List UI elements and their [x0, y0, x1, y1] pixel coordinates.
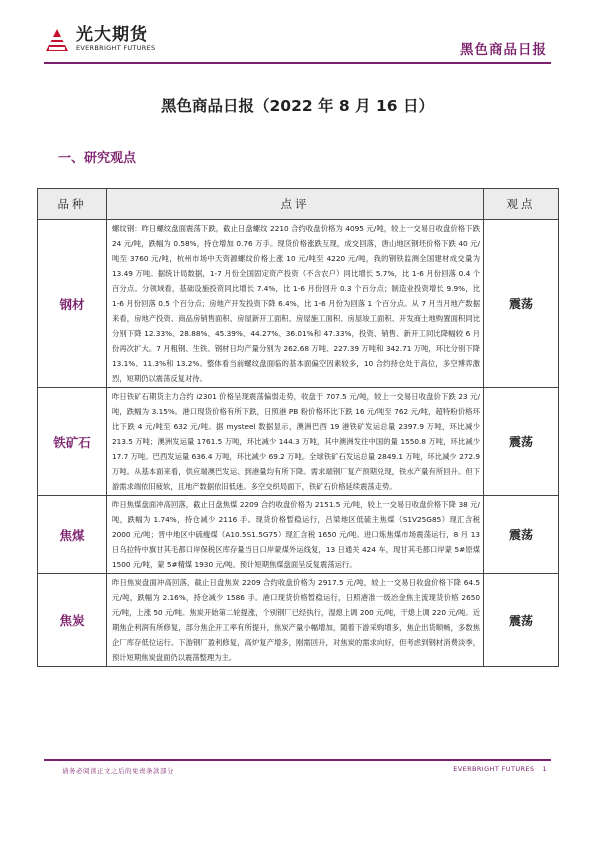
- disclaimer-note: 请务必阅读正文之后的免责条款部分: [62, 767, 174, 775]
- logo-chinese-name: 光大期货: [76, 25, 148, 45]
- table-header-row: [38, 189, 559, 220]
- table-row-steel: [38, 220, 559, 388]
- header-divider: [44, 62, 551, 64]
- table-row-iron-ore: [38, 388, 559, 496]
- footer-brand: [445, 765, 547, 773]
- document-title: 黑色商品日报（2022 年 8 月 16 日）: [161, 97, 434, 115]
- section-heading: 一、研究观点: [58, 151, 137, 166]
- header-comment: 点评: [107, 189, 484, 220]
- logo-english-name: EVERBRIGHT FUTURES: [76, 44, 156, 52]
- comment-cell: 螺纹钢：昨日螺纹盘面震荡下跌，截止日盘螺纹 2210 合约收盘价格为 4095 元/吨，较上一交易日收盘价格下跌 24 元/吨，跌幅为 0.58%，持仓增加 0.76 万手。现货价格涨跌互现，成交回落，唐山地区钢坯价格下跌 40 元/吨至 3760 元/吨，杭州市场中天资源螺纹价格上涨 10 元/吨至 4220 元/吨，我的钢铁监测全国建材成交量为 13.49 万吨。据统计局数据，1-7 月份全国固定资产投资（不含农户）同比增长 5.7%，比 1-6 月份回落 0.4 个百分点。分领域看，基础设施投资同比增长 7.4%，比 1-6 月份回升 0.3 个百分点；制造业投资增长 9.9%，比 1-6 月份回落 0.5 个百分点；房地产开发投资下降 6.4%，比 1-6 月份为回落 1 个百分点。从 7 月当月地产数据来看，房地产投资、商品房销售面积、房屋新开工面积、房屋施工面积、房屋竣工面积、开发商土地购置面积同比分别下降 12.33%、28.88%、45.39%、44.27%、36.01%和 47.33%，投资、销售、新开工同比降幅较 6 月份再次扩大。7 月粗钢、生铁、钢材日均产量分别为 262.68 万吨、227.39 万吨和 342.71 万吨，环比分别下降 13.1%、11.3%和 13.2%。整体看当前螺纹盘面临的基本面偏空因素较多，10 合约持仓处于高位，多空博弈激烈，短期仍以震荡反复对待。: [107, 220, 484, 388]
- footer-divider: [44, 759, 551, 761]
- variety-cell: 钢材: [38, 220, 107, 388]
- header-view: 观点: [484, 189, 559, 220]
- company-logo: [44, 26, 155, 53]
- comment-cell: 昨日焦煤盘面冲高回落，截止日盘焦煤 2209 合约收盘价格为 2151.5 元/吨，较上一交易日收盘价格下降 38 元/吨，跌幅为 1.74%，持仓减少 2116 手。现货价格暂稳运行，吕梁地区低硫主焦煤（S1V25G85）现汇含税 2000 元/吨；晋中地区中硫瘦煤（A10.5S1.5G75）现汇含税 1650 元/吨。进口炼焦煤市场震荡运行，8 月 13 日乌拉特中旗甘其毛都口岸保税区库存量当日口岸蒙煤外运线复，13 日通关 424 车，现甘其毛都口岸蒙 5#原煤 1500 元/吨，蒙 5#精煤 1930 元/吨。预计短期焦煤盘面呈反复震荡运行。: [107, 496, 484, 574]
- view-cell: 震荡: [484, 388, 559, 496]
- table-row-coking-coal: [38, 496, 559, 574]
- view-cell: 震荡: [484, 574, 559, 667]
- view-cell: 震荡: [484, 496, 559, 574]
- page-number: 1: [542, 765, 547, 773]
- comment-cell: 昨日铁矿石期货主力合约 i2301 价格呈现震荡偏弱走势，收盘于 707.5 元/吨，较上一交易日收盘价下跌 23 元/吨，跌幅为 3.15%。港口现货价格有所下跌，日照港 PB 粉价格环比下跌 16 元/吨至 762 元/吨，超特粉价格环比下跌 4 元/吨至 632 元/吨。据 mysteel 数据显示，澳洲巴西 19 港铁矿发运总量 2397.9 万吨，环比减少 213.5 万吨；澳洲发运量 1761.5 万吨，环比减少 144.3 万吨，其中澳洲发往中国的量 1550.8 万吨，环比减少 17.7 万吨。巴西发运量 636.4 万吨，环比减少 69.2 万吨。全球铁矿石发运总量 2849.1 万吨，环比减少 272.9 万吨。从基本面来看，供应端澳巴发运、到港量均有所下降。需求端钢厂复产预期兑现，铁水产量有所回升。但下游需求端依旧疲软，且地产数据依旧低迷。多空交织局面下，铁矿石价格延续震荡走势。: [107, 388, 484, 496]
- footer-brand-name: EVERBRIGHT FUTURES: [453, 765, 535, 773]
- header-report-name: 黑色商品日报: [460, 42, 547, 58]
- comment-cell: 昨日焦炭盘面冲高回落，截止日盘焦炭 2209 合约收盘价格为 2917.5 元/吨，较上一交易日收盘价格下降 64.5 元/吨，跌幅为 2.16%，持仓减少 1586 手。港口现货价格暂稳运行，日照港准一级冶金焦主流现货价格 2650 元/吨，上涨 50 元/吨。焦炭开始第二轮提涨，个别钢厂已经执行，湿熄上调 200 元/吨，干熄上调 220 元/吨。近期焦企利润有所修复，部分焦企开工率有所提升，焦炭产量小幅增加，随着下游采购增多，焦企出货顺畅，多数焦企厂库存低位运行。下游钢厂盈利修复，高炉复产增多，刚需回升，对焦炭的需求向好，但考虑到钢材消费淡季，预计短期焦炭盘面仍以震荡整理为主。: [107, 574, 484, 667]
- variety-cell: 焦煤: [38, 496, 107, 574]
- table-row-coke: [38, 574, 559, 667]
- commodity-table: [37, 188, 559, 667]
- header-variety: 品种: [38, 189, 107, 220]
- view-cell: 震荡: [484, 220, 559, 388]
- variety-cell: 焦炭: [38, 574, 107, 667]
- everbright-logo-icon: [44, 27, 70, 53]
- variety-cell: 铁矿石: [38, 388, 107, 496]
